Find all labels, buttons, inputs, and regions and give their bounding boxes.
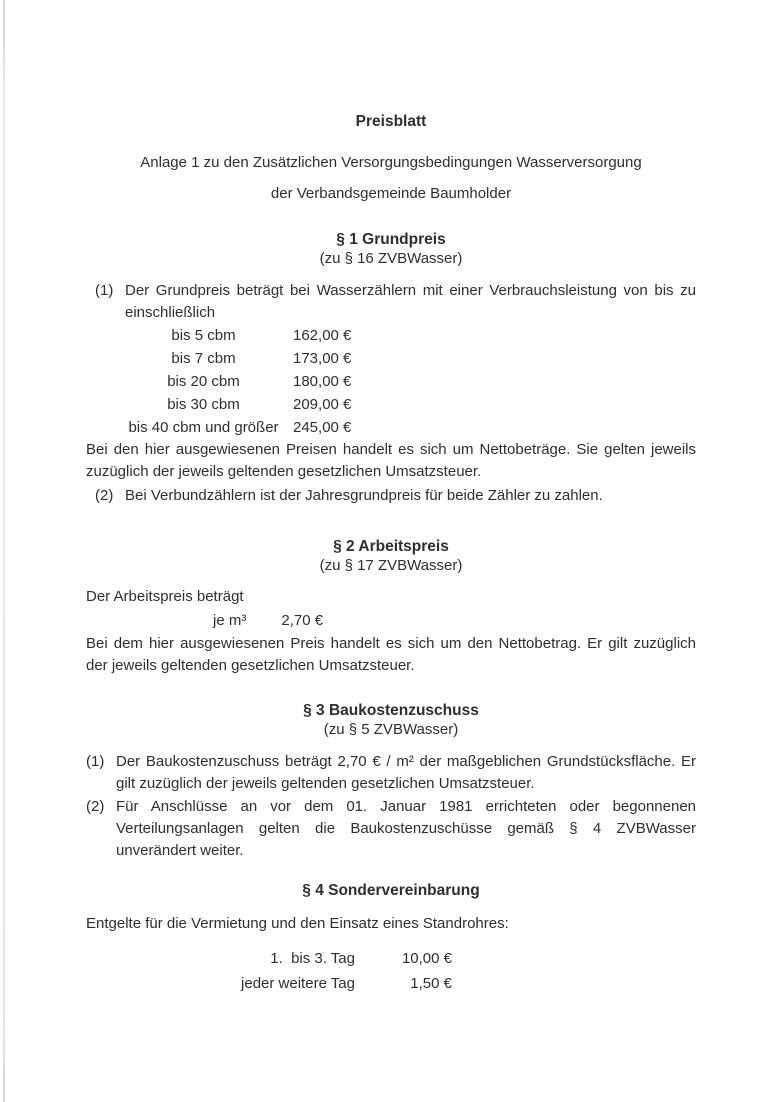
paragraph-marker: (2) [95, 487, 114, 504]
paragraph-text: Der Grundpreis beträgt bei Wasserzählern mit einer Verbrauchsleistung von bis zu einschließlich [125, 282, 696, 321]
price-row-label: bis 7 cbm [171, 350, 236, 367]
fee-row-value: 1,50 € [410, 975, 452, 992]
section-3-reference: (zu § 5 ZVBWasser) [323, 721, 459, 738]
document-subtitle-line1: Anlage 1 zu den Zusätzlichen Versorgungsbedingungen Wasserversorgung [140, 154, 642, 171]
section-4-heading: § 4 Sondervereinbarung [302, 882, 480, 899]
price-row-value: 245,00 € [293, 419, 352, 436]
section-3-heading: § 3 Baukostenzuschuss [303, 702, 479, 719]
price-row-label: bis 5 cbm [171, 327, 236, 344]
section-1-header [86, 230, 696, 268]
paragraph-text: Bei Verbundzählern ist der Jahresgrundpreis für beide Zähler zu zahlen. [125, 487, 603, 504]
price-table-row [126, 370, 696, 393]
page-left-edge-shadow [3, 0, 5, 1102]
price-row-value: 162,00 € [293, 327, 352, 344]
price-row-value: 180,00 € [293, 373, 352, 390]
section-2-reference: (zu § 17 ZVBWasser) [319, 557, 463, 574]
section-3-paragraph-2 [86, 796, 696, 862]
price-table-row [126, 324, 696, 347]
section-4-intro: Entgelte für die Vermietung und den Einsatz eines Standrohres: [86, 915, 509, 932]
paragraph-marker: (2) [86, 798, 105, 815]
paragraph-marker: (1) [86, 753, 105, 770]
section-1-reference: (zu § 16 ZVBWasser) [319, 250, 463, 267]
section-2-header [86, 537, 696, 575]
fee-row-label: jeder weitere Tag [241, 975, 355, 992]
section-1-paragraph-1 [95, 280, 696, 324]
section-2-heading: § 2 Arbeitspreis [333, 538, 449, 555]
fee-table-row [86, 971, 696, 996]
document-title: Preisblatt [355, 113, 427, 130]
price-row-label: bis 20 cbm [167, 373, 240, 390]
price-row-value: 173,00 € [293, 350, 352, 367]
price-table-row [126, 416, 696, 439]
document-subtitle-line2: der Verbandsgemeinde Baumholder [270, 185, 512, 202]
section-1-price-table [126, 324, 696, 439]
section-1-heading: § 1 Grundpreis [336, 231, 446, 248]
price-row-value: 209,00 € [293, 396, 352, 413]
price-row-value: 2,70 € [281, 612, 324, 629]
fee-row-label: 1. bis 3. Tag [270, 950, 355, 967]
paragraph-text: Der Baukostenzuschuss beträgt 2,70 € / m² der maßgeblichen Grundstücksfläche. Er gilt zuzüglich der jeweils geltenden gesetzlichen Umsatzsteuer. [116, 753, 696, 792]
fee-row-value: 10,00 € [401, 950, 452, 967]
section-1-net-note: Bei den hier ausgewiesenen Preisen handelt es sich um Nettobeträge. Sie gelten jeweils zuzüglich der jeweils geltenden gesetzlichen Umsatzsteuer. [86, 441, 696, 480]
section-3-header [86, 701, 696, 739]
price-table-row [126, 393, 696, 416]
section-1-paragraph-2 [95, 485, 696, 507]
price-row-label: je m³ [213, 612, 247, 629]
price-row-label: bis 30 cbm [167, 396, 240, 413]
paragraph-marker: (1) [95, 282, 114, 299]
section-2-intro: Der Arbeitspreis beträgt [86, 588, 244, 605]
section-3-paragraph-1 [86, 751, 696, 795]
section-2-price-row [213, 610, 696, 632]
price-table-row [126, 347, 696, 370]
price-row-label: bis 40 cbm und größer [128, 419, 279, 436]
paragraph-text: Für Anschlüsse an vor dem 01. Januar 1981 errichteten oder begonnenen Verteilungsanlagen gelten die Baukostenzuschüsse gemäß § 4 ZVBWasser unverändert weiter. [116, 798, 696, 859]
fee-table-row [86, 946, 696, 971]
document-content [86, 0, 696, 996]
section-4-fee-table [86, 946, 696, 996]
section-2-net-note: Bei dem hier ausgewiesenen Preis handelt es sich um den Nettobetrag. Er gilt zuzüglich der jeweils geltenden gesetzlichen Umsatzsteuer. [86, 635, 696, 674]
